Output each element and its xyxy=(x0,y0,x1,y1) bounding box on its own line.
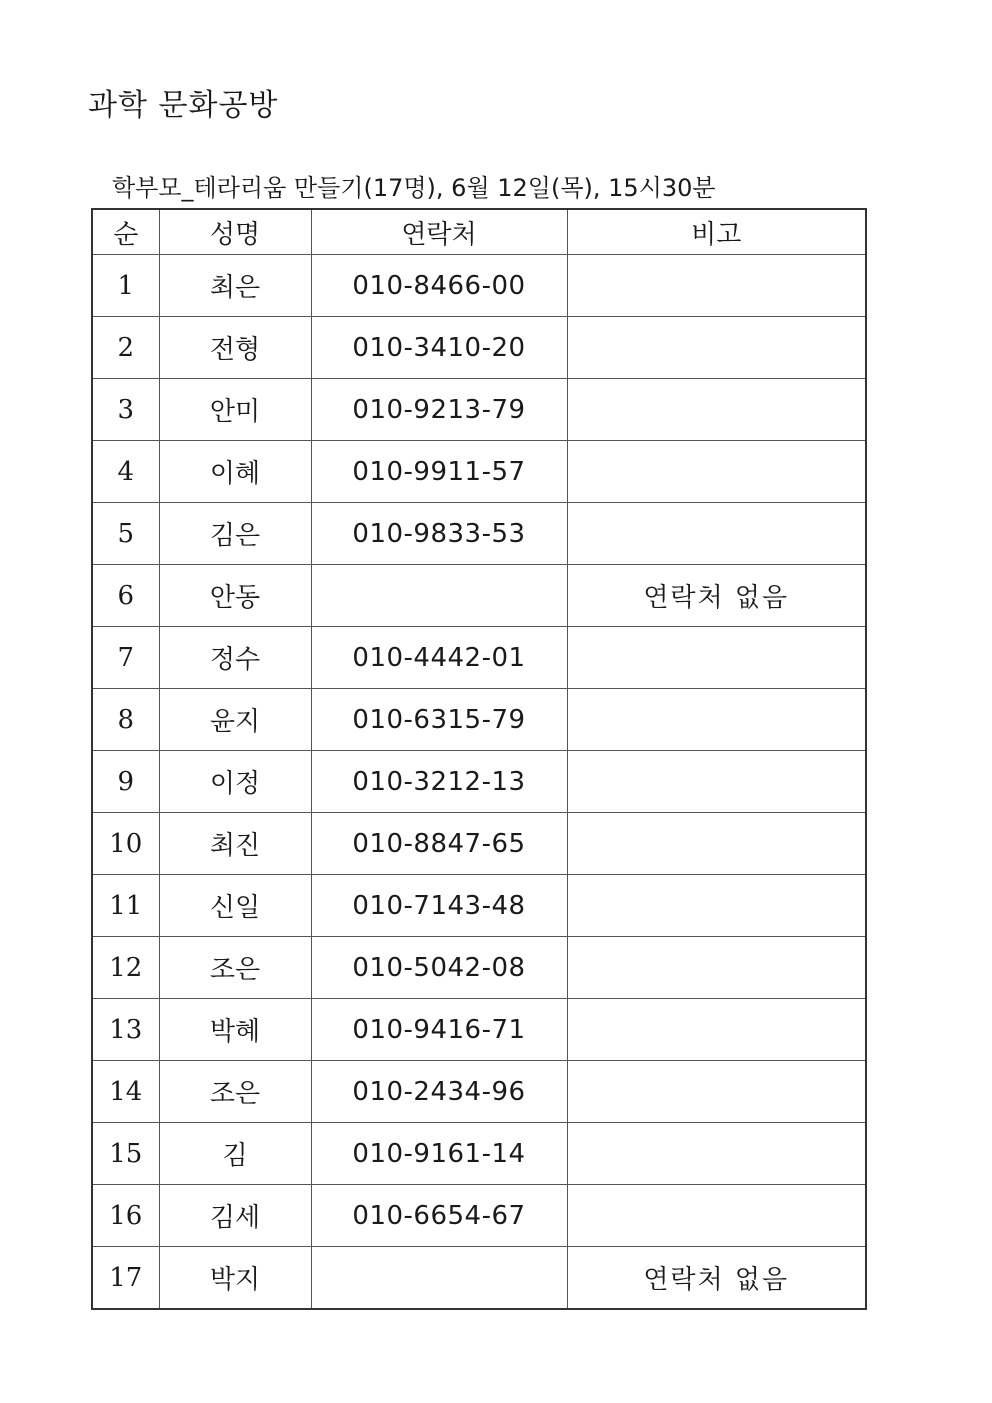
row-name: 조은 xyxy=(159,1061,311,1123)
row-contact: 010-8847-65 xyxy=(311,813,567,875)
row-remarks xyxy=(567,937,866,999)
row-remarks xyxy=(567,751,866,813)
row-name: 전형 xyxy=(159,317,311,379)
header-contact: 연락처 xyxy=(311,209,567,255)
row-remarks xyxy=(567,379,866,441)
row-name: 윤지 xyxy=(159,689,311,751)
row-name: 김 xyxy=(159,1123,311,1185)
row-number: 7 xyxy=(92,627,159,689)
row-number: 17 xyxy=(92,1247,159,1310)
row-remarks: 연락처 없음 xyxy=(567,1247,866,1310)
row-contact: 010-5042-08 xyxy=(311,937,567,999)
table-row xyxy=(92,937,866,999)
row-name: 김세 xyxy=(159,1185,311,1247)
row-remarks xyxy=(567,689,866,751)
table-body xyxy=(92,255,866,1310)
table-row xyxy=(92,317,866,379)
row-name: 이정 xyxy=(159,751,311,813)
table-row xyxy=(92,813,866,875)
table-row xyxy=(92,565,866,627)
row-remarks xyxy=(567,1061,866,1123)
row-number: 6 xyxy=(92,565,159,627)
table-row xyxy=(92,1123,866,1185)
row-contact: 010-2434-96 xyxy=(311,1061,567,1123)
header-name: 성명 xyxy=(159,209,311,255)
row-contact: 010-6654-67 xyxy=(311,1185,567,1247)
row-number: 11 xyxy=(92,875,159,937)
row-contact: 010-9416-71 xyxy=(311,999,567,1061)
row-contact: 010-3410-20 xyxy=(311,317,567,379)
table-row xyxy=(92,503,866,565)
table-header-row xyxy=(92,209,866,255)
row-remarks xyxy=(567,999,866,1061)
row-name: 박지 xyxy=(159,1247,311,1310)
row-remarks xyxy=(567,317,866,379)
row-number: 5 xyxy=(92,503,159,565)
header-number: 순 xyxy=(92,209,159,255)
document-title: 과학 문화공방 xyxy=(88,88,279,123)
row-number: 8 xyxy=(92,689,159,751)
row-number: 10 xyxy=(92,813,159,875)
table-row xyxy=(92,875,866,937)
row-number: 9 xyxy=(92,751,159,813)
row-number: 2 xyxy=(92,317,159,379)
row-contact xyxy=(311,565,567,627)
row-name: 신일 xyxy=(159,875,311,937)
row-remarks xyxy=(567,1185,866,1247)
table-row xyxy=(92,999,866,1061)
row-contact: 010-7143-48 xyxy=(311,875,567,937)
row-contact: 010-6315-79 xyxy=(311,689,567,751)
document-subtitle: 학부모_테라리움 만들기(17명), 6월 12일(목), 15시30분 xyxy=(112,174,716,202)
row-contact: 010-4442-01 xyxy=(311,627,567,689)
row-number: 4 xyxy=(92,441,159,503)
row-remarks xyxy=(567,875,866,937)
row-name: 이혜 xyxy=(159,441,311,503)
row-number: 13 xyxy=(92,999,159,1061)
row-number: 1 xyxy=(92,255,159,317)
row-name: 최진 xyxy=(159,813,311,875)
row-name: 김은 xyxy=(159,503,311,565)
row-remarks: 연락처 없음 xyxy=(567,565,866,627)
row-remarks xyxy=(567,813,866,875)
row-contact: 010-9213-79 xyxy=(311,379,567,441)
row-number: 16 xyxy=(92,1185,159,1247)
table-row xyxy=(92,441,866,503)
row-name: 최은 xyxy=(159,255,311,317)
table-row xyxy=(92,627,866,689)
row-remarks xyxy=(567,255,866,317)
row-number: 3 xyxy=(92,379,159,441)
row-remarks xyxy=(567,503,866,565)
row-number: 14 xyxy=(92,1061,159,1123)
participant-table xyxy=(91,208,867,1310)
row-contact: 010-9911-57 xyxy=(311,441,567,503)
row-remarks xyxy=(567,627,866,689)
row-number: 12 xyxy=(92,937,159,999)
row-name: 안미 xyxy=(159,379,311,441)
table-row xyxy=(92,379,866,441)
row-contact: 010-8466-00 xyxy=(311,255,567,317)
row-name: 박혜 xyxy=(159,999,311,1061)
row-number: 15 xyxy=(92,1123,159,1185)
row-contact: 010-9161-14 xyxy=(311,1123,567,1185)
row-contact: 010-9833-53 xyxy=(311,503,567,565)
header-remarks: 비고 xyxy=(567,209,866,255)
table-row xyxy=(92,1247,866,1310)
row-name: 안동 xyxy=(159,565,311,627)
row-contact xyxy=(311,1247,567,1310)
row-remarks xyxy=(567,1123,866,1185)
table-row xyxy=(92,689,866,751)
row-remarks xyxy=(567,441,866,503)
table-row xyxy=(92,1061,866,1123)
table-row xyxy=(92,1185,866,1247)
table-row xyxy=(92,255,866,317)
row-name: 정수 xyxy=(159,627,311,689)
table-row xyxy=(92,751,866,813)
row-contact: 010-3212-13 xyxy=(311,751,567,813)
row-name: 조은 xyxy=(159,937,311,999)
